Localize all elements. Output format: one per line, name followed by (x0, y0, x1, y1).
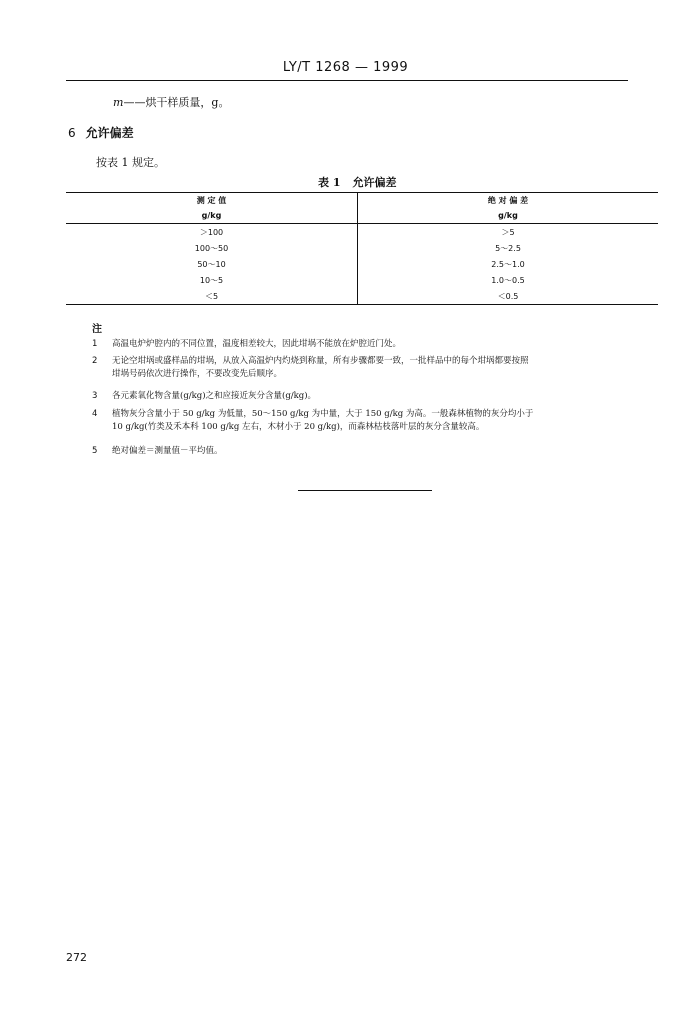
note-number: 4 (92, 409, 98, 419)
measured-value-cell: 100～50 (66, 240, 358, 256)
note-text-continued: 10 g/kg(竹类及禾本科 100 g/kg 左右，木材小于 20 g/kg)，而森林枯枝落叶层的灰分含量较高。 (112, 422, 485, 432)
note-item (92, 355, 662, 381)
notes-heading: 注 (92, 324, 102, 335)
section-paragraph: 按表 1 规定。 (96, 156, 165, 169)
note-number: 3 (92, 391, 98, 401)
note-item (92, 445, 662, 458)
deviation-cell: ＜0.5 (358, 288, 659, 305)
table-caption (318, 174, 396, 190)
deviation-cell: 5～2.5 (495, 243, 521, 253)
table-row (66, 224, 658, 241)
section-title: 允许偏差 (85, 126, 134, 140)
table-row (66, 288, 658, 305)
variable-definition (113, 94, 229, 110)
header-absolute-deviation: 绝 对 偏 差 (358, 193, 659, 209)
tolerance-table (66, 192, 658, 305)
note-item (92, 390, 662, 403)
note-text: 高温电炉炉腔内的不同位置，温度相差较大，因此坩埚不能放在炉腔近门处。 (112, 339, 402, 349)
note-text: 各元素氧化物含量(g/kg)之和应接近灰分含量(g/kg)。 (112, 391, 317, 401)
note-text-continued: 坩埚号码依次进行操作，不要改变先后顺序。 (112, 369, 283, 379)
note-number: 2 (92, 356, 98, 366)
note-text: 无论空坩埚或盛样品的坩埚，从放入高温炉内灼烧到称量，所有步骤都要一致，一批样品中的每个坩埚都要按照 (112, 356, 529, 366)
note-text: 植物灰分含量小于 50 g/kg 为低量，50～150 g/kg 为中量，大于 150 g/kg 为高。一般森林植物的灰分均小于 (112, 409, 534, 419)
deviation-cell: 2.5～1.0 (491, 259, 525, 269)
header-measured-unit: g/kg (66, 208, 358, 224)
page-number: 272 (66, 951, 87, 964)
variable-symbol: m (113, 96, 124, 109)
table-title: 允许偏差 (352, 176, 397, 189)
table-row (66, 256, 658, 272)
measured-value-cell: 50～10 (66, 256, 358, 272)
measured-value-cell: ＞100 (66, 224, 358, 241)
end-of-text-rule (298, 490, 432, 491)
deviation-cell: 1.0～0.5 (491, 275, 525, 285)
measured-value-cell: 10～5 (66, 272, 358, 288)
note-number: 1 (92, 339, 98, 349)
deviation-cell: ＞5 (501, 227, 515, 237)
note-item (92, 408, 662, 434)
header-rule (66, 80, 628, 81)
header-measured-value: 测 定 值 (66, 193, 358, 209)
table-row (66, 272, 658, 288)
table-row (66, 240, 658, 256)
section-number: 6 (68, 126, 76, 140)
document-code: LY/T 1268 — 1999 (282, 60, 409, 75)
note-number: 5 (92, 446, 98, 456)
header-deviation-unit: g/kg (358, 208, 659, 224)
section-heading (68, 124, 134, 141)
table-label: 表 1 (318, 176, 341, 189)
variable-description: ——烘干样质量，g。 (123, 96, 230, 109)
measured-value-cell: ＜5 (66, 288, 358, 305)
note-item (92, 338, 662, 351)
note-text: 绝对偏差＝测量值－平均值。 (112, 446, 223, 456)
